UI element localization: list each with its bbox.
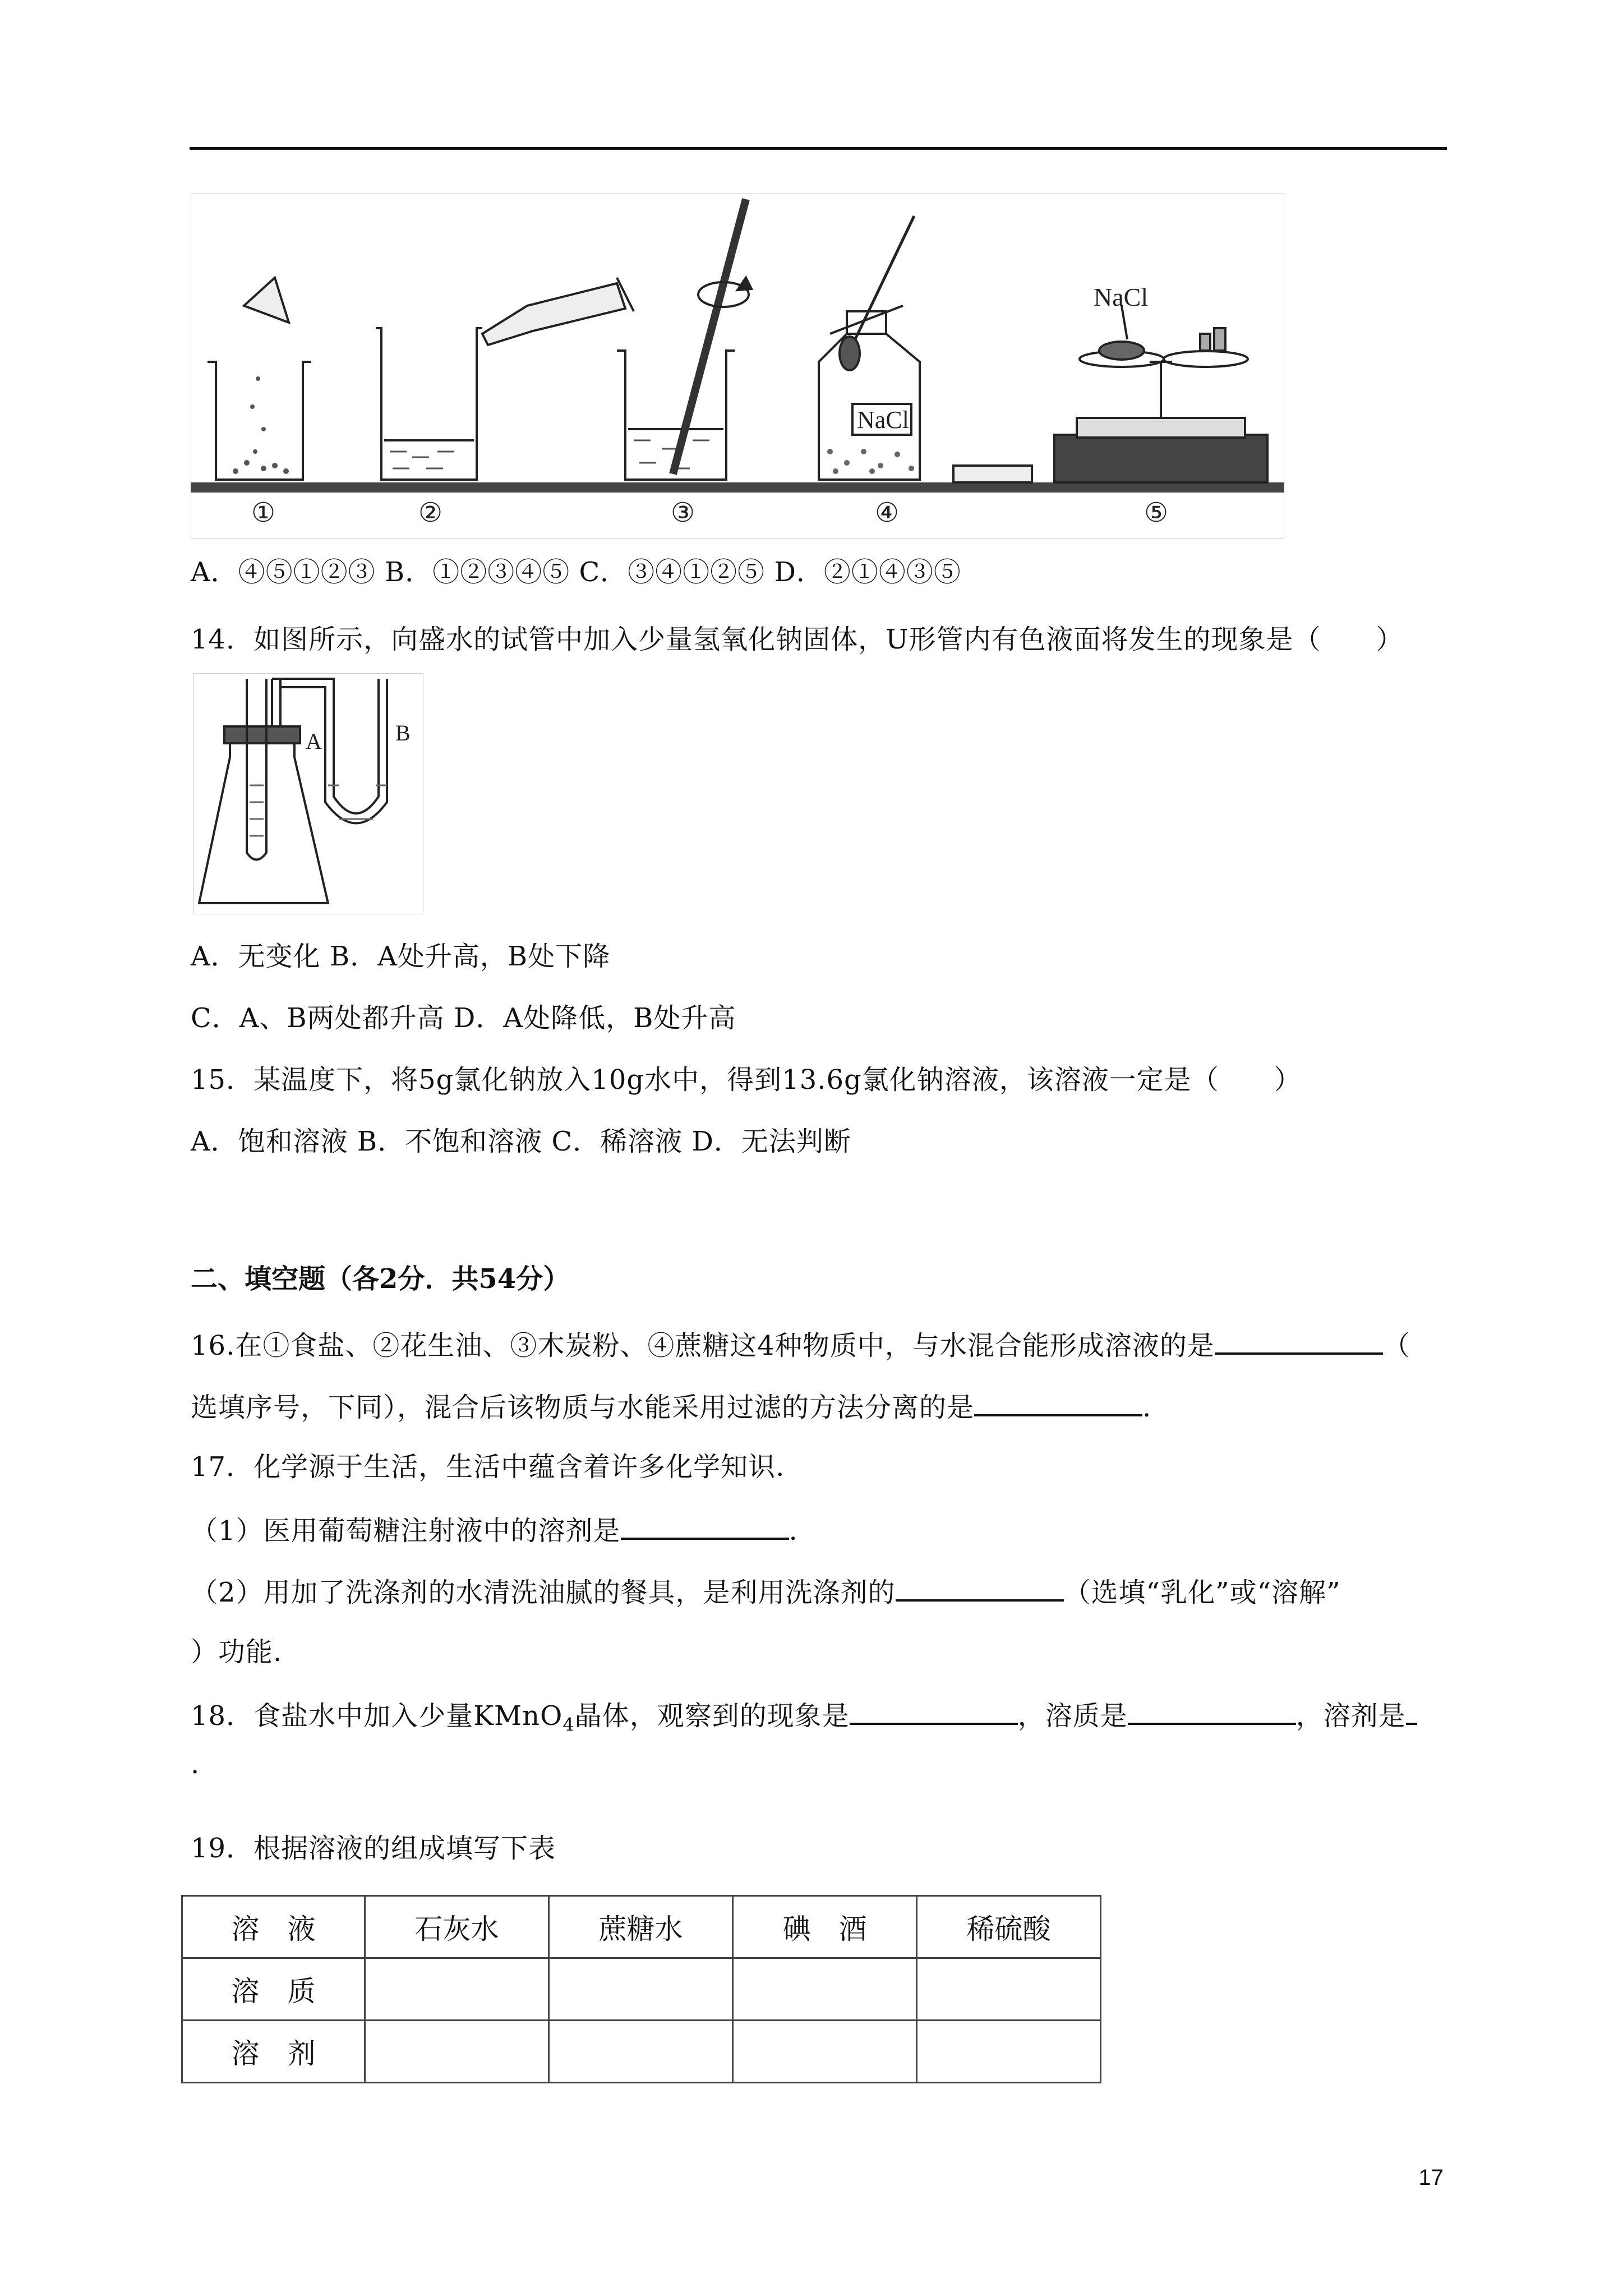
q18-text-d: ，溶剂是 <box>1295 1700 1406 1732</box>
row-label-solvent: 溶 剂 <box>182 2021 365 2083</box>
page-number: 17 <box>1418 2165 1444 2190</box>
q17-sub2-text: （2）用加了洗涤剂的水清洗油腻的餐具，是利用洗涤剂的 <box>191 1577 896 1608</box>
q17-sub1 <box>191 1512 798 1548</box>
table-header-cell: 蔗糖水 <box>549 1896 733 1958</box>
q17-sub2-cont: ）功能. <box>191 1636 283 1668</box>
q16-blank-2[interactable] <box>974 1388 1142 1416</box>
table-header-cell: 溶 液 <box>182 1896 365 1958</box>
q13-options: A．④⑤①②③ B．①②③④⑤ C．③④①②⑤ D．②①④③⑤ <box>191 556 961 588</box>
answer-cell[interactable] <box>917 1958 1101 2021</box>
section-2-title: 二、填空题（各2分．共54分） <box>191 1263 570 1295</box>
header-rule <box>190 147 1447 150</box>
q14-u-tube-figure <box>193 673 423 914</box>
q18-subscript: 4 <box>562 1714 575 1736</box>
q18-blank-3[interactable] <box>1406 1697 1417 1725</box>
q16-line2 <box>191 1388 1151 1424</box>
q18-end: . <box>191 1749 200 1780</box>
jar-label: NaCl <box>857 406 909 434</box>
q14-stem: 14．如图所示，向盛水的试管中加入少量氢氧化钠固体，U形管内有色液面将发生的现象是（ ） <box>191 624 1404 655</box>
q14-options-line1: A．无变化 B．A处升高，B处下降 <box>191 941 611 972</box>
table-header-cell: 石灰水 <box>365 1896 549 1958</box>
q17-sub1-text: （1）医用葡萄糖注射液中的溶剂是 <box>191 1515 621 1547</box>
answer-cell[interactable] <box>733 2021 917 2083</box>
q16-text-1: 16.在①食盐、②花生油、③木炭粉、④蔗糖这4种物质中，与水混合能形成溶液的是 <box>191 1330 1215 1361</box>
q18-text-c: ，溶质是 <box>1017 1700 1128 1732</box>
table-header-cell: 稀硫酸 <box>917 1896 1101 1958</box>
q18-text-b: 晶体，观察到的现象是 <box>574 1700 850 1732</box>
q16-text-2: （ <box>1382 1330 1410 1361</box>
q17-sub2 <box>191 1573 1341 1609</box>
q16-text-3: 选填序号，下同），混合后该物质与水能采用过滤的方法分离的是 <box>191 1392 975 1423</box>
step-label-2: ② <box>418 497 443 528</box>
q17-blank-2[interactable] <box>896 1573 1064 1602</box>
table-row-solute <box>182 1958 1101 2021</box>
q16-line1 <box>191 1327 1410 1363</box>
q15-options: A．饱和溶液 B．不饱和溶液 C．稀溶液 D．无法判断 <box>191 1126 851 1157</box>
q18-blank-1[interactable] <box>850 1697 1018 1725</box>
q18-line <box>191 1697 1417 1742</box>
q15-stem: 15．某温度下，将5g氯化钠放入10g水中，得到13.6g氯化钠溶液，该溶液一定是（ ） <box>191 1064 1302 1096</box>
q13-experiment-figure <box>191 194 1284 539</box>
q17-blank-1[interactable] <box>621 1512 789 1540</box>
step-label-5: ⑤ <box>1144 497 1169 528</box>
answer-cell[interactable] <box>549 1958 733 2021</box>
q17-sub1-end: . <box>789 1515 798 1547</box>
table-row-solvent <box>182 2021 1101 2083</box>
q19-stem: 19．根据溶液的组成填写下表 <box>191 1833 556 1864</box>
q18-text-a: 18．食盐水中加入少量KMnO <box>191 1700 563 1732</box>
step-label-3: ③ <box>671 497 695 528</box>
step-label-1: ① <box>251 497 276 528</box>
step-label-4: ④ <box>875 497 900 528</box>
q19-table <box>181 1895 1101 2083</box>
answer-cell[interactable] <box>365 1958 549 2021</box>
answer-cell[interactable] <box>733 1958 917 2021</box>
row-label-solute: 溶 质 <box>182 1958 365 2021</box>
q14-options-line2: C．A、B两处都升高 D．A处降低，B处升高 <box>191 1002 736 1034</box>
q17-stem: 17．化学源于生活，生活中蕴含着许多化学知识. <box>191 1451 785 1483</box>
q18-blank-2[interactable] <box>1128 1697 1296 1725</box>
answer-cell[interactable] <box>549 2021 733 2083</box>
q17-sub2-hint: （选填“乳化”或“溶解” <box>1063 1577 1341 1608</box>
table-header-cell: 碘 酒 <box>733 1896 917 1958</box>
tube-label-a: A <box>306 729 322 754</box>
q16-text-4: . <box>1142 1392 1152 1423</box>
answer-cell[interactable] <box>917 2021 1101 2083</box>
balance-label: NaCl <box>1094 283 1149 311</box>
table-header-row <box>182 1896 1101 1958</box>
q16-blank-1[interactable] <box>1215 1327 1383 1355</box>
tube-label-b: B <box>395 720 411 746</box>
answer-cell[interactable] <box>365 2021 549 2083</box>
